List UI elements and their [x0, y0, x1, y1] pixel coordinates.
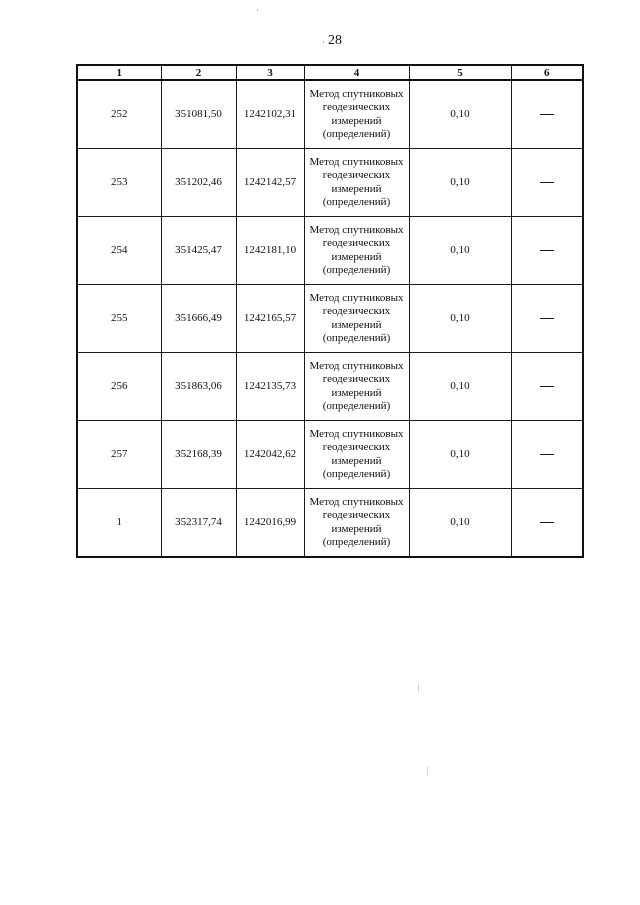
table-header — [77, 65, 583, 80]
accuracy-cell: 0,10 — [409, 421, 511, 489]
accuracy-cell: 0,10 — [409, 80, 511, 149]
y-coordinate-cell: 1242042,62 — [236, 421, 304, 489]
column-header-5: 5 — [409, 65, 511, 80]
x-coordinate-cell: 351425,47 — [161, 217, 236, 285]
accuracy-cell: 0,10 — [409, 149, 511, 217]
column-header-6: 6 — [511, 65, 583, 80]
table-row — [77, 489, 583, 558]
page-number: 28 — [328, 33, 342, 48]
dash-mark — [540, 182, 554, 183]
dash-mark — [540, 114, 554, 115]
method-cell: Метод спутниковых геодезических измерений (определений) — [304, 217, 409, 285]
description-cell — [511, 489, 583, 558]
scan-speck — [427, 766, 428, 776]
table-row — [77, 149, 583, 217]
table-body — [77, 80, 583, 557]
scan-speck — [418, 683, 419, 692]
dash-mark — [540, 318, 554, 319]
column-header-2: 2 — [161, 65, 236, 80]
y-coordinate-cell: 1242135,73 — [236, 353, 304, 421]
scan-speck — [257, 9, 258, 11]
point-number-cell: 253 — [77, 149, 161, 217]
accuracy-cell: 0,10 — [409, 489, 511, 558]
description-cell — [511, 149, 583, 217]
column-header-3: 3 — [236, 65, 304, 80]
point-number-cell: 252 — [77, 80, 161, 149]
description-cell — [511, 80, 583, 149]
table-row — [77, 353, 583, 421]
table-row — [77, 421, 583, 489]
y-coordinate-cell: 1242181,10 — [236, 217, 304, 285]
method-cell: Метод спутниковых геодезических измерений (определений) — [304, 285, 409, 353]
y-coordinate-cell: 1242165,57 — [236, 285, 304, 353]
scan-speck — [323, 41, 324, 43]
y-coordinate-cell: 1242142,57 — [236, 149, 304, 217]
x-coordinate-cell: 351666,49 — [161, 285, 236, 353]
method-cell: Метод спутниковых геодезических измерений (определений) — [304, 489, 409, 558]
point-number-cell: 255 — [77, 285, 161, 353]
point-number-cell: 257 — [77, 421, 161, 489]
description-cell — [511, 285, 583, 353]
column-header-1: 1 — [77, 65, 161, 80]
method-cell: Метод спутниковых геодезических измерений (определений) — [304, 149, 409, 217]
dash-mark — [540, 454, 554, 455]
dash-mark — [540, 522, 554, 523]
dash-mark — [540, 250, 554, 251]
description-cell — [511, 421, 583, 489]
accuracy-cell: 0,10 — [409, 353, 511, 421]
accuracy-cell: 0,10 — [409, 285, 511, 353]
y-coordinate-cell: 1242102,31 — [236, 80, 304, 149]
point-number-cell: 1 — [77, 489, 161, 558]
x-coordinate-cell: 351202,46 — [161, 149, 236, 217]
table-row — [77, 285, 583, 353]
x-coordinate-cell: 352317,74 — [161, 489, 236, 558]
column-header-4: 4 — [304, 65, 409, 80]
coordinates-table — [76, 64, 584, 558]
x-coordinate-cell: 351863,06 — [161, 353, 236, 421]
description-cell — [511, 217, 583, 285]
x-coordinate-cell: 351081,50 — [161, 80, 236, 149]
accuracy-cell: 0,10 — [409, 217, 511, 285]
method-cell: Метод спутниковых геодезических измерений (определений) — [304, 353, 409, 421]
point-number-cell: 256 — [77, 353, 161, 421]
dash-mark — [540, 386, 554, 387]
header-row — [77, 65, 583, 80]
table-row — [77, 217, 583, 285]
method-cell: Метод спутниковых геодезических измерений (определений) — [304, 421, 409, 489]
point-number-cell: 254 — [77, 217, 161, 285]
y-coordinate-cell: 1242016,99 — [236, 489, 304, 558]
x-coordinate-cell: 352168,39 — [161, 421, 236, 489]
description-cell — [511, 353, 583, 421]
method-cell: Метод спутниковых геодезических измерений (определений) — [304, 80, 409, 149]
table-row — [77, 80, 583, 149]
